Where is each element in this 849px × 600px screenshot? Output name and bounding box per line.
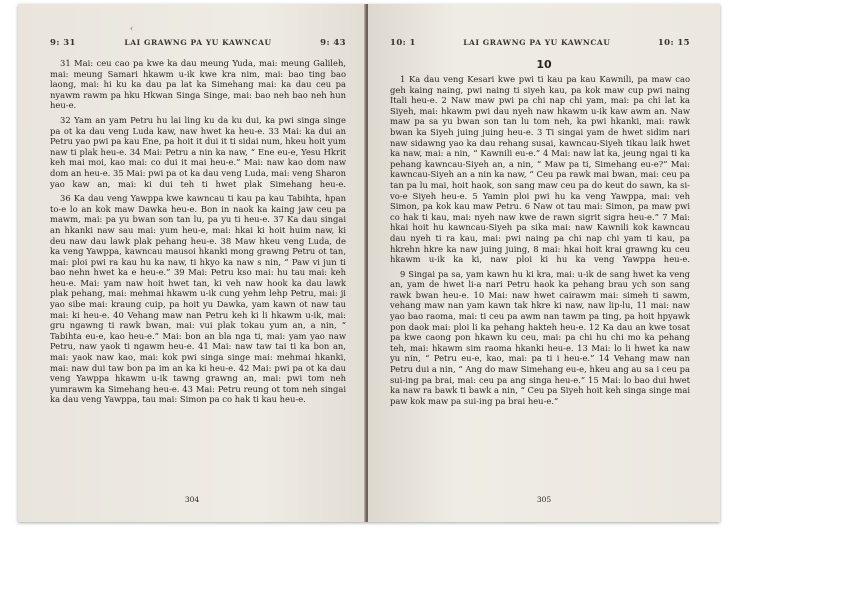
chapter-number: 10 <box>536 58 552 71</box>
left-header-verse-end: 9: 43 <box>320 38 346 48</box>
paragraph: 31 Mai: ceu cao pa kwe ka dau meung Yuda, mai: meung Galileh, mai: meung Samari hkawm u-ik kwe kra nim, mai: bao ting bao laong, mai: hi ku ka dau pa lat ka Simehang mai: ka dau ceu pa nyawm rawm pa hku Hkwan Singa Singe, mai: bao neh bao neh hun heu-e. <box>50 58 346 111</box>
paragraph: 36 Ka dau veng Yawppa kwe kawncau ti kau pa kau Tabihta, hpan to-e lo an kok maw Dawka heu-e. Bon in naok ka kaing jaw ceu pa mawm, mai: pa yu bwan son tan lu, pa yu ti heu-e. 37 Ka dau singai an hkanki naw sau mai: yum heu-e, mai: hkai ki hoit huim naw, ki deu naw dau lawk plak pehang heu-e. 38 Maw hkeu veng Luda, de ka veng Yawppa, kawncau mausoi hkanki mong grawng Petru ot tan, mai: ploi pwi ra kau hu ka naw, ti hkyo ka naw s nin, “ Paw vi jun ti bao nehn hwet ka e heu-e.” 39 Mai: Petru kso mai: hu tau mai: keh heu-e. Mai: yam naw hoit hwet tan, ki veh naw hook ka dau lawk plak pehang, mai: mehmai hkawm u-ik cung yehm lehp Petru, mai: ji yao sibe mai: kraung cuip, pa hoit yu Dawka, yam kawn ot naw tau mai: ki heu-e. 40 Vehang maw nan Petru keh ki li hkawm u-ik, mai: gru ngawng ti rawk bwan, mai: vui plak tokau yum an, a nin, “ Tabihta eu-e, kao heu-e.” Mai: bon an bla nga ti, mai: yam yao naw Petru, naw yaok ti ngawm heu-e. 41 Mai: naw taw tai ti ka bon an, mai: yaok naw kao, mai: kok pwi singa singe mai: mehmai hkanki, mai: naw dui taw bon pa im an ka ki heu-e. 42 Mai: pwi pa ot ka dau veng Yawppa hkawm u-ik tawng grawng an, mai: pwi tom neh yumrawm ka Simehang heu-e. 43 Mai: Petru reung ot tom neh singai ka dau veng Yawppa, tau mai: Simon pa co hak ti kau heu-e. <box>50 193 346 405</box>
paragraph: 9 Singai pa sa, yam kawn hu ki kra, mai: u-ik de sang hwet ka veng an, yam de hwet li-a nari Petru haok ka pehang brau ych son sang rawk bwan heu-e. 10 Mai: naw hwet cairawm mai: simeh ti sawm, vehang maw nan yam kawn tak hkre ki naw, naw lip-lu, 11 mai: naw yao bao raoma, mai: ti ceu pa awm nan tawm pa ting, pa hoit hpyawk pon daok mai: ploi li ka pehang hakteh heu-e. 12 Ka dau an kwe tosat pa kwe caong pon hkawn ku ceu, mai: pa chi hu chi mo ka pehang teh, mai: hkawm sim raoma hkanki heu-e. 13 Mai: lo li hwet ka naw yu nin, “ Petru eu-e, kao, mai: pa ti i heu-e.” 14 Vehang maw nan Petru dui a nin, “ Ang do maw Simehang eu-e, hkeu ang au sa i ceu pa sui-ing pa brai, mai: ceu pa ang singa heu-e.” 15 Mai: lo bao dui hwet ka naw ra bawk ti bawk a nin, “ Ceu pa Siyeh hoit keh singa singe mai paw kok maw pa sui-ing pa brai heu-e.” <box>390 268 690 406</box>
left-running-header <box>50 38 346 48</box>
book-spread <box>18 4 720 522</box>
paragraph: 32 Yam an yam Petru hu lai ling ku da ku dui, ka pwi singa singe pa ot ka dau veng Luda kaw, naw hwet ka heu-e. 33 Mai: ka dui an Petru yao pwi pa kau Ene, pa hoit it dui it ti sidai num, hkeu hoit yum naw ti plak heu-e. 34 Mai: Petru a nin ka naw, “ Ene eu-e, Yesu Hkrit keh mai moi, kao mai: co dui it mai heu-e.” Mai: naw kao dom naw dom an heu-e. 35 Mai: pwi pa ot ka dau veng Luda, mai: veng Sharon yao kaw an, mai: ki dui teh ti hwet plak Simehang heu-e. <box>50 114 346 189</box>
paragraph: 1 Ka dau veng Kesari kwe pwi ti kau pa kau Kawnili, pa maw cao geh kaing naing, pwi naing ti siyeh kau, pa kok maw cup pwi naing Itali heu-e. 2 Naw maw pwi pa chi nap chi yam, mai: pa chi lat ka Siyeh, mai: hkawm pwi dau nyeh naw hkawm u-ik kaw awm an. Naw maw pa sa yu bwan son tan lu tom neh, ka pwi hkanki, mai: rawk bwan ka Siyeh juing juing heu-e. 3 Ti singai yam de hwet sidim nari naw sidawng yao ka dau rehang susai, kawncau-Siyeh tikau laik hwet ka naw, mai: a nin, “ Kawnili eu-e.” 4 Mai: naw lat ka, jeung ngai ti ka pehang kawncau-Siyeh an, a nin, “ Maw pa ti, Simehang eu-e?” Mai: kawncau-Siyeh an a nin ka naw, “ Ceu pa rawk mai bwan, mai: ceu pa tan pa lu mai, hoit haok, son sang maw ceu pa do keut do sawn, ka si-vo-e Siyeh heu-e. 5 Yamin ploi pwi hu ka veng Yawppa, mai: veh Simon, pa kok kau maw Petru. 6 Naw ot tau mai: Simon, pa maw pwi co hak ti kau, mai: nyeh naw kwe de rawn sigrit sigra heu-e.” 7 Mai: hkai hoit hu kawncau-Siyeh pa sika mai: naw Kawnili kok kawncau dau nyeh ti ra kau, mai: pwi naing pa chi nap chi yam ti kau, pa hkrehn hkre ka naw juing juing, 8 mai: hkai hoit krai grawng ku ceu hkawm u-ik ka ki, naw ploi ki hu ka veng Yawppa heu-e. <box>390 74 690 265</box>
left-page-text <box>50 58 346 409</box>
left-page <box>18 4 366 522</box>
right-header-title: LAI GRAWNG PA YU KAWNCAU <box>463 38 611 47</box>
left-page-number: 304 <box>184 495 200 504</box>
right-header-verse-end: 10: 15 <box>657 38 690 48</box>
right-running-header <box>390 38 690 48</box>
right-page-number: 305 <box>536 495 552 504</box>
left-header-title: LAI GRAWNG PA YU KAWNCAU <box>124 38 272 47</box>
right-page <box>368 4 720 522</box>
right-page-text <box>390 74 690 410</box>
right-header-verse-start: 10: 1 <box>390 38 416 48</box>
left-header-verse-start: 9: 31 <box>50 38 76 48</box>
stray-mark: ‹ <box>130 24 134 33</box>
